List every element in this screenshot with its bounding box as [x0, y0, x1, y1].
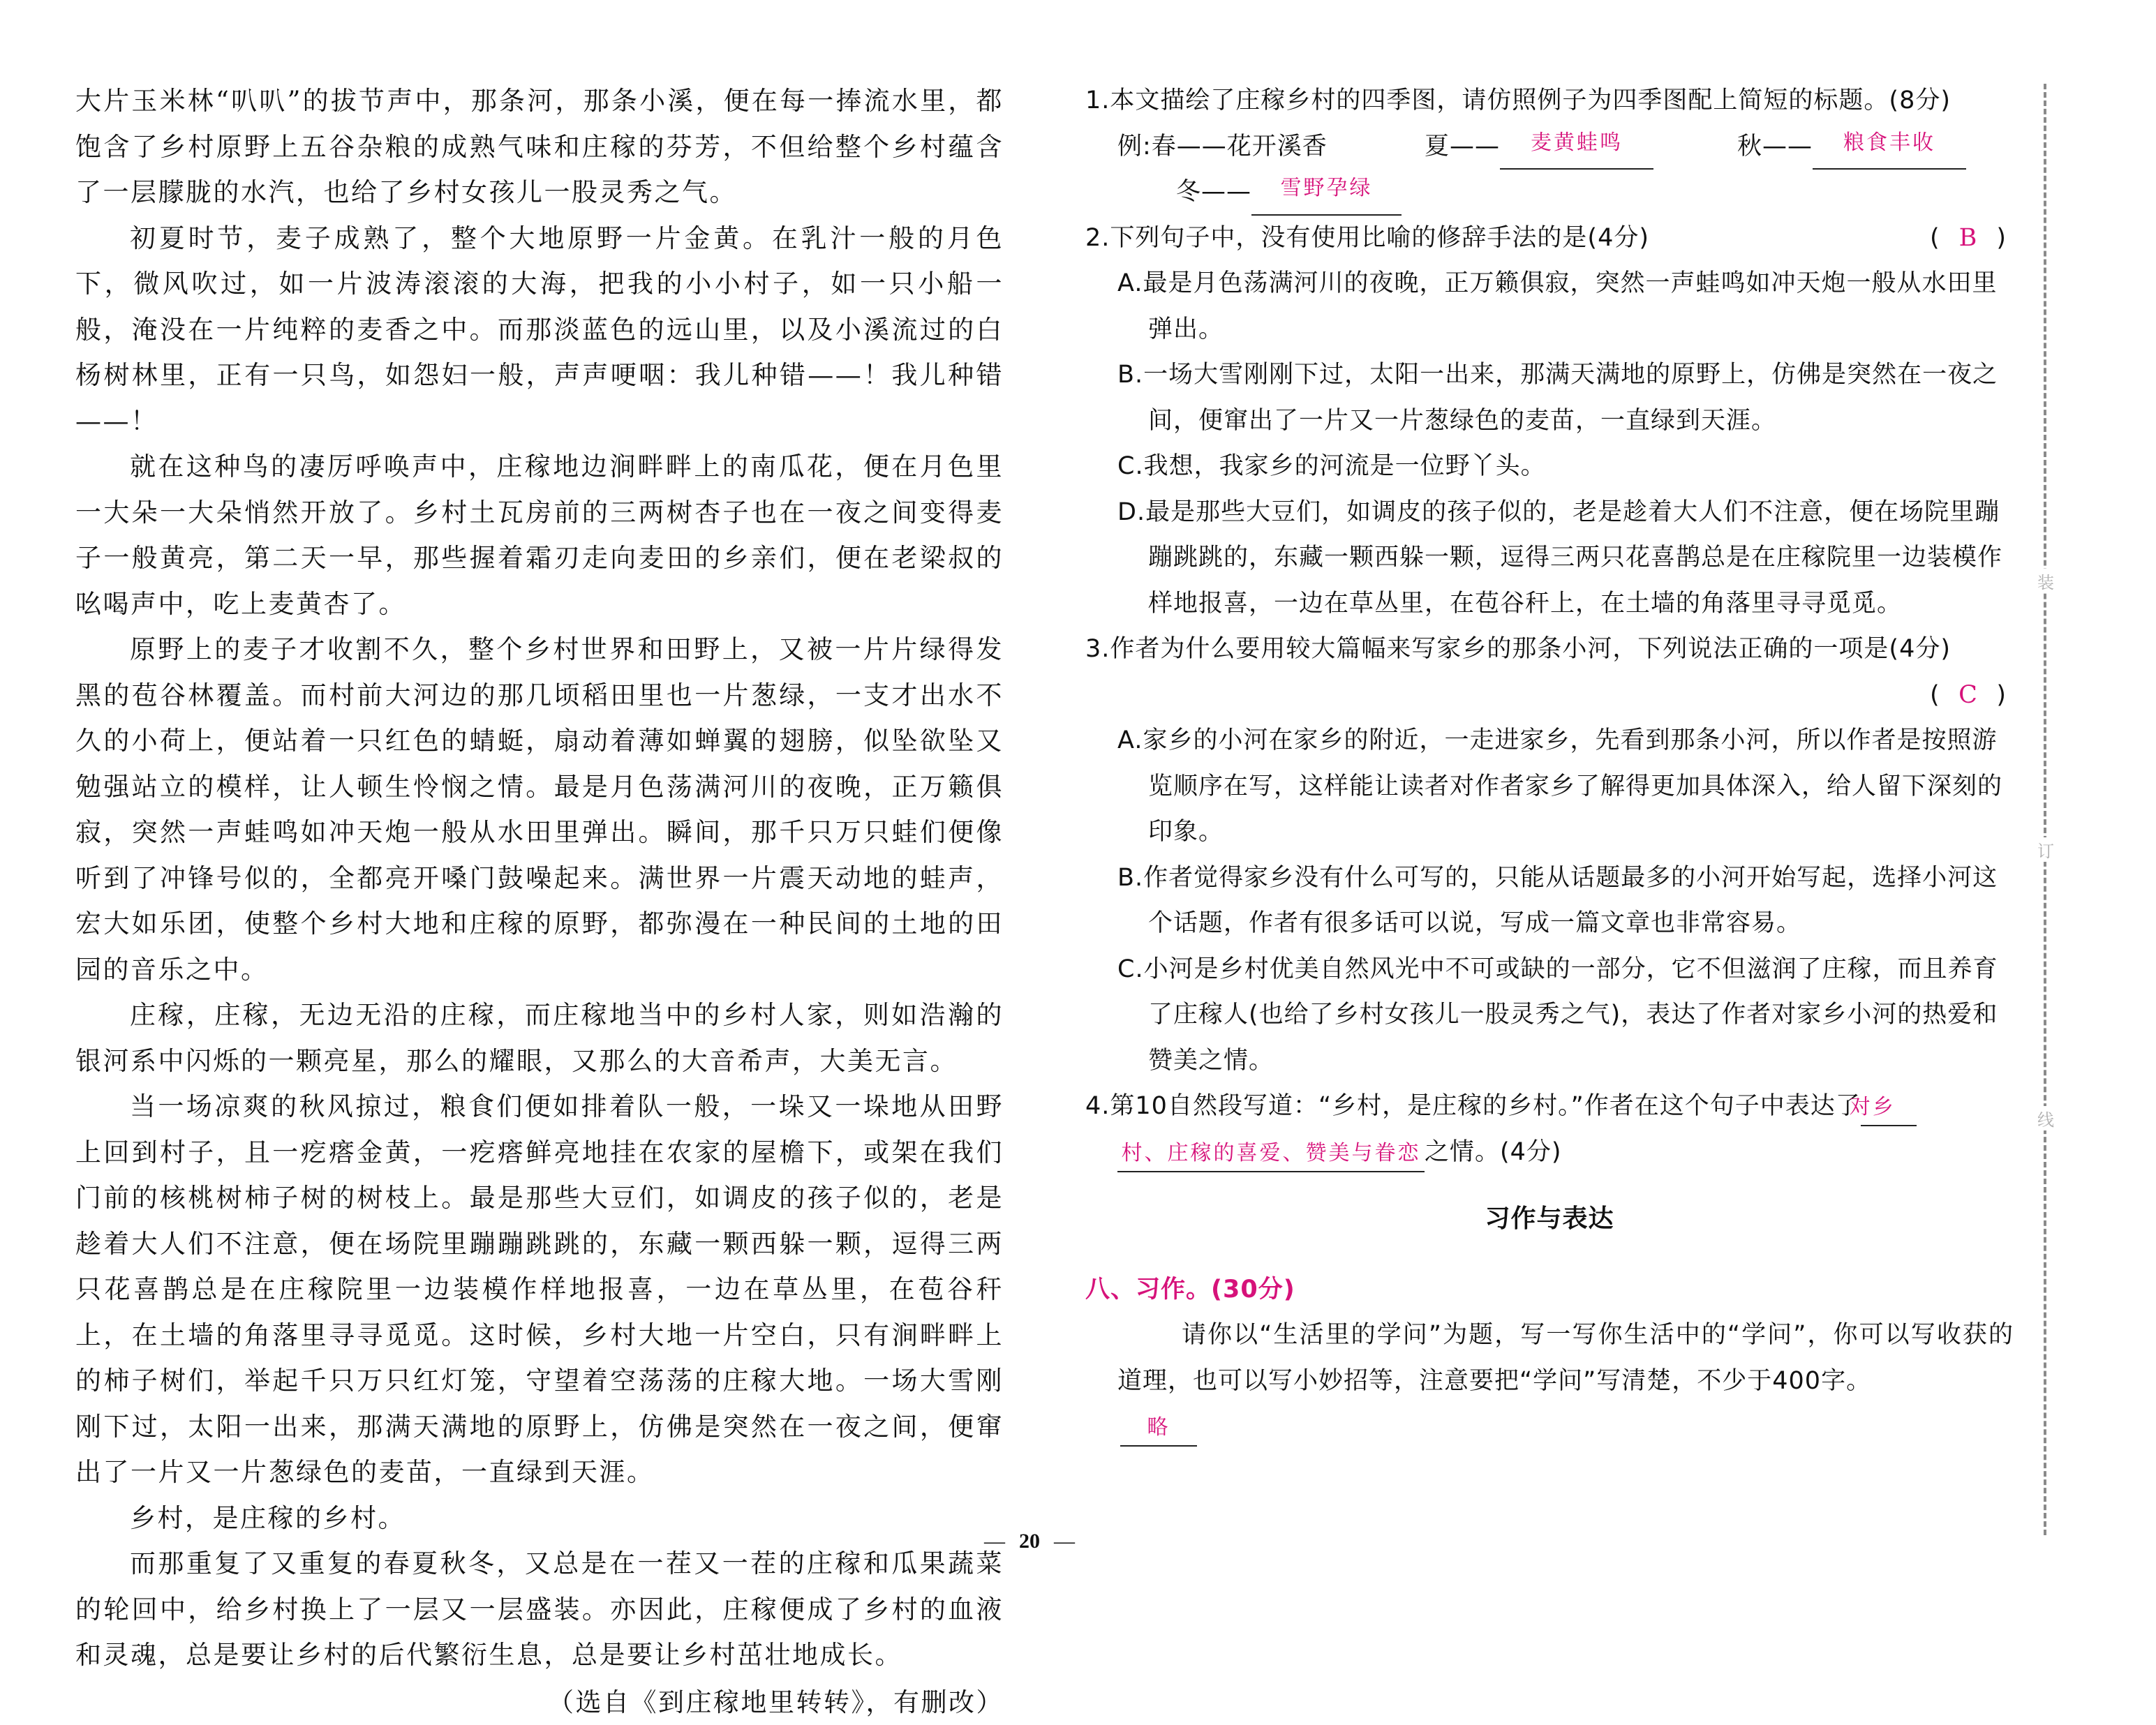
answer-bracket[interactable] [1930, 673, 2007, 719]
writing-answer-blank[interactable] [1120, 1409, 1197, 1447]
page-number: — 20 — [984, 1530, 1075, 1553]
autumn-label: 秋—— [1737, 124, 1813, 170]
binding-char: 线 [2035, 1106, 2056, 1130]
option-b: B.一场大雪刚刚下过，太阳一出来，那满天满地的原野上，仿佛是突然在一夜之间，便窜出了一片又一片葱绿色的麦苗，一直绿到天涯。 [1085, 352, 2014, 444]
question-4 [1085, 1084, 2014, 1175]
option-a: A.最是月色荡满河川的夜晚，正万籁俱寂，突然一声蛙鸣如冲天炮一般从水田里弹出。 [1085, 261, 2014, 352]
question-stem-after: 之情。(4分) [1425, 1138, 1562, 1166]
question-3 [1085, 627, 2014, 1084]
autumn-answer-blank[interactable] [1813, 124, 1966, 170]
paren-open: ( [1930, 673, 1940, 719]
passage-paragraph-4: 原野上的麦子才收割不久，整个乡村世界和田野上，又被一片片绿得发黑的苞谷林覆盖。而村前大河边的那几顷稻田里也一片葱绿，一支才出水不久的小荷上，便站着一只红色的蜻蜓，扇动着薄如蝉翼的翅膀，似坠欲坠又勉强站立的模样，让人顿生怜悯之情。最是月色荡满河川的夜晚，正万籁俱寂，突然一声蛙鸣如冲天炮一般从水田里弹出。瞬间，那千只万只蛙们便像听到了冲锋号似的，全都亮开嗓门鼓噪起来。满世界一片震天动地的蛙声，宏大如乐团，使整个乡村大地和庄稼的原野，都弥漫在一种民间的土地的田园的音乐之中。 [75, 627, 1004, 992]
option-c: C.小河是乡村优美自然风光中不可或缺的一部分，它不但滋润了庄稼，而且养育了庄稼人(也给了乡村女孩儿一股灵秀之气)，表达了作者对家乡小河的热爱和赞美之情。 [1085, 947, 2014, 1084]
autumn-answer: 粮食丰收 [1843, 130, 1935, 155]
writing-answer: 略 [1147, 1415, 1170, 1440]
question-number: 3. [1085, 635, 1110, 663]
part-heading: 八、习作。(30分) [1085, 1267, 2014, 1313]
question-2 [1085, 216, 2014, 627]
summer-answer: 麦黄蛙鸣 [1531, 130, 1623, 155]
season-titles-row [1085, 124, 2014, 170]
passage-paragraph-5: 庄稼，庄稼，无边无沿的庄稼，而庄稼地当中的乡村人家，则如浩瀚的银河系中闪烁的一颗亮星，那么的耀眼，又那么的大音希声，大美无言。 [75, 992, 1004, 1084]
option-c: C.我想，我家乡的河流是一位野丫头。 [1085, 444, 2014, 490]
option-b: B.作者觉得家乡没有什么可写的，只能从话题最多的小河开始写起，选择小河这个话题，作者有很多话可以说，写成一篇文章也非常容易。 [1085, 856, 2014, 947]
passage-paragraph-7: 乡村，是庄稼的乡村。 [75, 1495, 1004, 1541]
writing-prompt: 请你以“生活里的学问”为题，写一写你生活中的“学问”，你可以写收获的道理，也可以写小妙招等，注意要把“学问”写清楚，不少于400字。 [1085, 1313, 2014, 1404]
summer-answer-blank[interactable] [1500, 124, 1653, 170]
reading-passage [75, 78, 1004, 1725]
binding-dashed-line [2044, 84, 2046, 1535]
choice-answer: C [1958, 673, 1978, 719]
season-winter-row [1085, 170, 2014, 216]
page-number-value: 20 [1019, 1530, 1040, 1553]
question-stem: 下列句子中，没有使用比喻的修辞手法的是(4分) [1110, 224, 1649, 252]
questions-column [1085, 78, 2014, 1450]
question-number: 1. [1085, 87, 1110, 114]
question-number: 2. [1085, 224, 1110, 252]
binding-char: 装 [2035, 569, 2056, 593]
question-number: 4. [1085, 1092, 1110, 1120]
answer-bracket[interactable] [1930, 216, 2007, 262]
question-stem-before: 第10自然段写道：“乡村，是庄稼的乡村。”作者在这个句子中表达了 [1110, 1092, 1860, 1120]
example-spring: 例:春——花开溪香 [1117, 124, 1425, 170]
section-title: 习作与表达 [1085, 1196, 2014, 1242]
answer-blank-part2[interactable]: 村、庄稼的喜爱、赞美与眷恋 [1117, 1135, 1425, 1172]
winter-answer-blank[interactable] [1251, 170, 1402, 216]
passage-paragraph-8: 而那重复了又重复的春夏秋冬，又总是在一茬又一茬的庄稼和瓜果蔬菜的轮回中，给乡村换上了一层又一层盛装。亦因此，庄稼便成了乡村的血液和灵魂，总是要让乡村的后代繁衍生息，总是要让乡村茁壮地成长。 [75, 1541, 1004, 1678]
question-1 [1085, 78, 2014, 216]
summer-label: 夏—— [1425, 124, 1500, 170]
paren-close: ) [1996, 673, 2007, 719]
passage-paragraph-6: 当一场凉爽的秋风掠过，粮食们便如排着队一般，一垛又一垛地从田野上回到村子，且一疙瘩金黄，一疙瘩鲜亮地挂在农家的屋檐下，或架在我们门前的核桃树柿子树的树枝上。最是那些大豆们，如调皮的孩子似的，老是趁着大人们不注意，便在场院里蹦蹦跳跳的，东藏一颗西躲一颗，逗得三两只花喜鹊总是在庄稼院里一边装模作样地报喜，一边在草丛里，在苞谷秆上，在土墙的角落里寻寻觅觅。这时候，乡村大地一片空白，只有涧畔畔上的柿子树们，举起千只万只红灯笼，守望着空荡荡的庄稼大地。一场大雪刚刚下过，太阳一出来，那满天满地的原野上，仿佛是突然在一夜之间，便窜出了一片又一片葱绿色的麦苗，一直绿到天涯。 [75, 1084, 1004, 1495]
binding-char: 订 [2035, 837, 2056, 862]
passage-paragraph-1: 大片玉米林“叭叭”的拔节声中，那条河，那条小溪，便在每一捧流水里，都饱含了乡村原野上五谷杂粮的成熟气味和庄稼的芬芳，不但给整个乡村蕴含了一层朦胧的水汽，也给了乡村女孩儿一股灵秀之气。 [75, 78, 1004, 216]
winter-answer: 雪野孕绿 [1281, 176, 1373, 200]
passage-source: （选自《到庄稼地里转转》，有删改） [75, 1680, 1004, 1725]
question-stem: 作者为什么要用较大篇幅来写家乡的那条小河，下列说法正确的一项是(4分) [1110, 635, 1951, 663]
answer-blank-part1[interactable]: 对乡 [1861, 1089, 1917, 1126]
question-stem: 本文描绘了庄稼乡村的四季图，请仿照例子为四季图配上简短的标题。(8分) [1110, 87, 1951, 114]
paren-close: ) [1996, 216, 2007, 262]
passage-paragraph-2: 初夏时节，麦子成熟了，整个大地原野一片金黄。在乳汁一般的月色下，微风吹过，如一片波涛滚滚的大海，把我的小小村子，如一只小船一般，淹没在一片纯粹的麦香之中。而那淡蓝色的远山里，以及小溪流过的白杨树林里，正有一只鸟，如怨妇一般，声声哽咽：我儿种错——！我儿种错——！ [75, 216, 1004, 445]
winter-label: 冬—— [1176, 170, 1251, 216]
passage-paragraph-3: 就在这种鸟的凄厉呼唤声中，庄稼地边涧畔畔上的南瓜花，便在月色里一大朵一大朵悄然开放了。乡村土瓦房前的三两树杏子也在一夜之间变得麦子一般黄亮，第二天一早，那些握着霜刃走向麦田的乡亲们，便在老梁叔的吆喝声中，吃上麦黄杏了。 [75, 444, 1004, 627]
option-d: D.最是那些大豆们，如调皮的孩子似的，老是趁着大人们不注意，便在场院里蹦蹦跳跳的，东藏一颗西躲一颗，逗得三两只花喜鹊总是在庄稼院里一边装模作样地报喜，一边在草丛里，在苞谷秆上，在土墙的角落里寻寻觅觅。 [1085, 490, 2014, 627]
option-a: A.家乡的小河在家乡的附近，一走进家乡，先看到那条小河，所以作者是按照游览顺序在写，这样能让读者对作者家乡了解得更加具体深入，给人留下深刻的印象。 [1085, 718, 2014, 856]
paren-open: ( [1930, 216, 1940, 262]
choice-answer: B [1959, 216, 1978, 262]
